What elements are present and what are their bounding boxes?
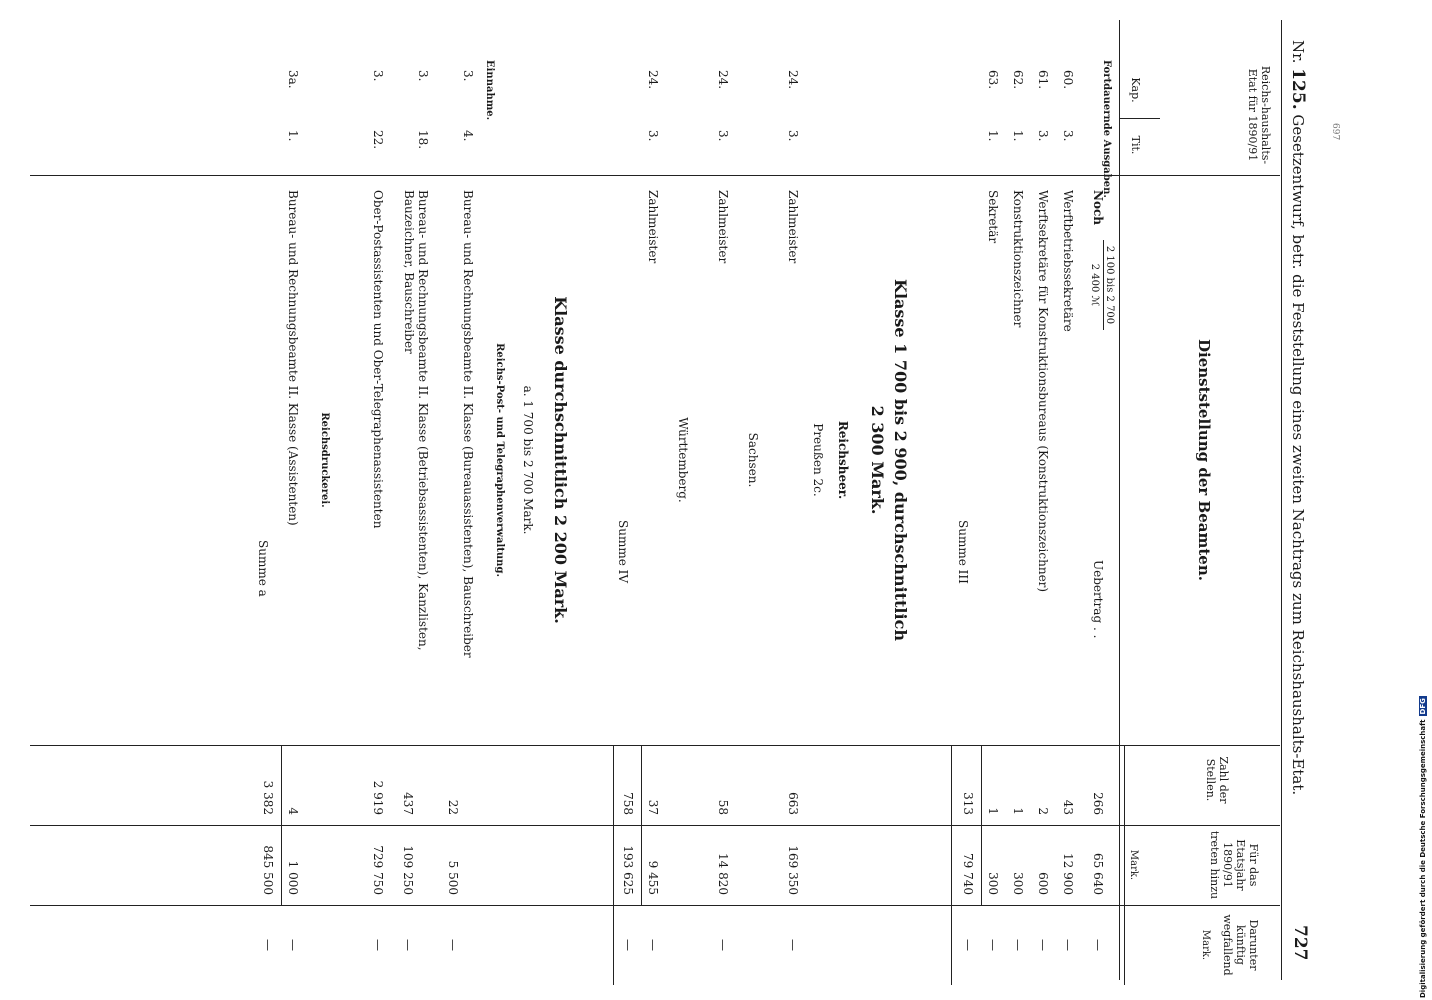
- row-post-22-tit: 22.: [371, 130, 385, 150]
- summe4-mark: 193 625: [621, 845, 635, 895]
- digitization-text: Digitalisierung gefördert durch die Deutsche Forschungsgemeinschaft: [1419, 719, 1427, 998]
- col-zahl: Zahl der Stellen.: [1204, 756, 1230, 804]
- row-druckerei-tit: 1.: [286, 130, 300, 142]
- summe-a-label: Summe a: [256, 540, 270, 597]
- reichspost-heading: Reichs-Post- und Telegraphenverwaltung.: [494, 343, 505, 577]
- row-post-4-zahl: 22: [446, 799, 460, 815]
- row-druckerei-mark: 1 000: [286, 860, 300, 895]
- row-62-mark: 300: [1011, 872, 1025, 895]
- summe3-rule: [981, 745, 982, 905]
- col-divider-1: [30, 175, 1280, 176]
- row-63-text: Sekretär: [986, 190, 1000, 244]
- row-druckerei-zahl: 4: [286, 807, 300, 815]
- summe4-zahl: 758: [621, 792, 635, 815]
- row-61-tit: 3.: [1036, 130, 1050, 142]
- row-sachsen-text: Zahlmeister: [716, 190, 730, 264]
- row-sachsen-tit: 3.: [716, 130, 730, 142]
- col-haushalt-group: Reichs-haushalts-Etat für 1890/91: [1246, 65, 1272, 165]
- row-62-zahl: 1: [1011, 807, 1025, 815]
- einnahme-heading: Einnahme.: [484, 60, 495, 121]
- row-wuerttemberg-zahl: 37: [646, 799, 660, 815]
- row-60-zahl: 43: [1061, 799, 1075, 815]
- row-uebertrag-zahl: 266: [1091, 792, 1105, 815]
- summe4-bottom-rule: [613, 745, 614, 985]
- row-63-zahl: 1: [986, 807, 1000, 815]
- klasse-1700-heading-2: 2 300 Mark.: [868, 405, 887, 515]
- col-dienststellung: Dienststellung der Beamten.: [1195, 339, 1213, 581]
- noch-formula-top: 2 100 bis 2 700: [1103, 240, 1115, 330]
- row-wuerttemberg-kw: —: [646, 939, 660, 951]
- row-druckerei-kap: 3a.: [286, 70, 300, 89]
- row-post-18-tit: 18.: [416, 130, 430, 150]
- sachsen-heading: Sachsen.: [746, 432, 760, 488]
- summe4-kw: —: [621, 939, 635, 951]
- noch-formula-bottom: 2 400 ℳ: [1089, 263, 1100, 307]
- summe-a-zahl: 3 382: [261, 780, 275, 815]
- row-sachsen-kap: 24.: [716, 70, 730, 90]
- page-number: 727: [1290, 925, 1310, 961]
- row-preussen-kw: —: [786, 939, 800, 951]
- row-60-kw: —: [1061, 939, 1075, 951]
- row-post-18-mark: 109 250: [401, 845, 415, 895]
- row-post-4-text: Bureau- und Rechnungsbeamte II. Klasse (Bureauassistenten), Bauschreiber: [461, 190, 475, 658]
- row-uebertrag-mark: 65 640: [1091, 853, 1105, 895]
- wuerttemberg-heading: Württemberg.: [676, 417, 690, 503]
- nr-label: Nr.: [1289, 40, 1307, 64]
- col-tit: Tit.: [1129, 135, 1142, 155]
- row-63-kw: —: [986, 939, 1000, 951]
- col-kuenftig-unit: Mark.: [1200, 929, 1211, 961]
- row-61-text: Werftsekretäre für Konstruktionsbureaus (Konstruktionszeichner): [1036, 190, 1050, 593]
- preussen-heading: Preußen 2c.: [811, 423, 825, 497]
- row-post-4-tit: 4.: [461, 130, 475, 142]
- row-post-22-kw: —: [371, 939, 385, 951]
- row-uebertrag-kw: —: [1091, 939, 1105, 951]
- row-post-18-kap: 3.: [416, 70, 430, 82]
- row-preussen-kap: 24.: [786, 70, 800, 90]
- klasse-2200-heading: Klasse durchschnittlich 2 200 Mark.: [551, 296, 570, 624]
- document-header: [1288, 40, 1308, 795]
- summe3-zahl: 313: [961, 792, 975, 815]
- row-61-mark: 600: [1036, 872, 1050, 895]
- row-druckerei-text: Bureau- und Rechnungsbeamte II. Klasse (Assistenten): [286, 190, 300, 526]
- sub-a-heading: a. 1 700 bis 2 700 Mark.: [521, 385, 535, 535]
- summe3-kw: —: [961, 939, 975, 951]
- reichsheer-heading: Reichsheer.: [836, 420, 850, 500]
- row-62-kap: 62.: [1011, 70, 1025, 90]
- row-63-tit: 1.: [986, 130, 1000, 142]
- klasse-1700-heading-1: Klasse 1 700 bis 2 900, durchschnittlich: [891, 279, 910, 641]
- summe3-mark: 79 740: [961, 853, 975, 895]
- summe3-label: Summe III: [956, 520, 970, 584]
- summe3-bottom-rule: [951, 745, 952, 985]
- col-divider-2: [30, 745, 1280, 746]
- row-60-kap: 60.: [1061, 70, 1075, 90]
- row-sachsen-kw: —: [716, 939, 730, 951]
- nr-value: 125.: [1288, 68, 1308, 110]
- row-post-4-mark: 5 500: [446, 860, 460, 895]
- col-etatsjahr-unit: Mark.: [1128, 849, 1139, 881]
- row-preussen-mark: 169 350: [786, 845, 800, 895]
- row-sachsen-mark: 14 820: [716, 853, 730, 895]
- noch-label: Noch: [1091, 190, 1105, 226]
- row-60-mark: 12 900: [1061, 853, 1075, 895]
- row-post-22-mark: 729 750: [371, 845, 385, 895]
- row-post-18-kw: —: [401, 939, 415, 951]
- col-kuenftig: Darunter künftig wegfallend: [1221, 914, 1260, 976]
- summe-a-kw: —: [261, 939, 275, 951]
- numeric-header-rule: [1124, 745, 1125, 985]
- row-wuerttemberg-mark: 9 455: [646, 860, 660, 895]
- row-preussen-zahl: 663: [786, 792, 800, 815]
- row-preussen-text: Zahlmeister: [786, 190, 800, 264]
- row-62-text: Konstruktionszeichner: [1011, 190, 1025, 328]
- row-post-4-kw: —: [446, 939, 460, 951]
- col-kap: Kap.: [1129, 77, 1142, 103]
- dfg-logo: DFG: [1419, 698, 1427, 715]
- digitization-note: [1419, 696, 1427, 998]
- row-sachsen-zahl: 58: [716, 799, 730, 815]
- row-wuerttemberg-tit: 3.: [646, 130, 660, 142]
- summe4-label: Summe IV: [616, 520, 630, 584]
- row-62-kw: —: [1011, 939, 1025, 951]
- header-rule: [1281, 20, 1282, 980]
- row-wuerttemberg-text: Zahlmeister: [646, 190, 660, 264]
- summe-a-mark: 845 500: [261, 845, 275, 895]
- page-footer-number: 697: [1330, 123, 1340, 141]
- row-60-tit: 3.: [1061, 130, 1075, 142]
- row-63-kap: 63.: [986, 70, 1000, 90]
- uebertrag-label: Uebertrag . .: [1091, 560, 1105, 639]
- header-title: Gesetzentwurf, betr. die Feststellung eines zweiten Nachtrags zum Reichshaushalts-Etat.: [1289, 114, 1307, 796]
- row-post-18-zahl: 437: [401, 792, 415, 815]
- summe4-rule: [641, 745, 642, 905]
- col-etatsjahr: Für das Etatsjahr 1890/91 treten hinzu: [1208, 830, 1260, 900]
- section-fortdauernde: Fortdauernde Ausgaben.: [1101, 60, 1112, 198]
- row-post-18-text: Bureau- und Rechnungsbeamte II. Klasse (Betriebsassistenten), Kanzlisten, Bauzeichner, Bauschreiber: [402, 190, 430, 651]
- header-bottom-rule: [1119, 20, 1120, 980]
- row-post-22-text: Ober-Postassistenten und Ober-Telegraphenassistenten: [371, 190, 385, 529]
- col-divider-3: [30, 825, 1280, 826]
- row-63-mark: 300: [986, 872, 1000, 895]
- row-60-text: Werftbetriebssekretäre: [1061, 190, 1075, 332]
- row-wuerttemberg-kap: 24.: [646, 70, 660, 90]
- row-druckerei-kw: —: [286, 939, 300, 951]
- row-61-zahl: 2: [1036, 807, 1050, 815]
- reichsdruckerei-heading: Reichsdruckerei.: [319, 412, 330, 508]
- row-61-kw: —: [1036, 939, 1050, 951]
- summe-a-rule: [281, 745, 282, 905]
- row-preussen-tit: 3.: [786, 130, 800, 142]
- kap-tit-divider: [1120, 118, 1160, 119]
- row-61-kap: 61.: [1036, 70, 1050, 90]
- row-post-22-zahl: 2 919: [371, 780, 385, 815]
- row-62-tit: 1.: [1011, 130, 1025, 142]
- row-post-4-kap: 3.: [461, 70, 475, 82]
- row-post-22-kap: 3.: [371, 70, 385, 82]
